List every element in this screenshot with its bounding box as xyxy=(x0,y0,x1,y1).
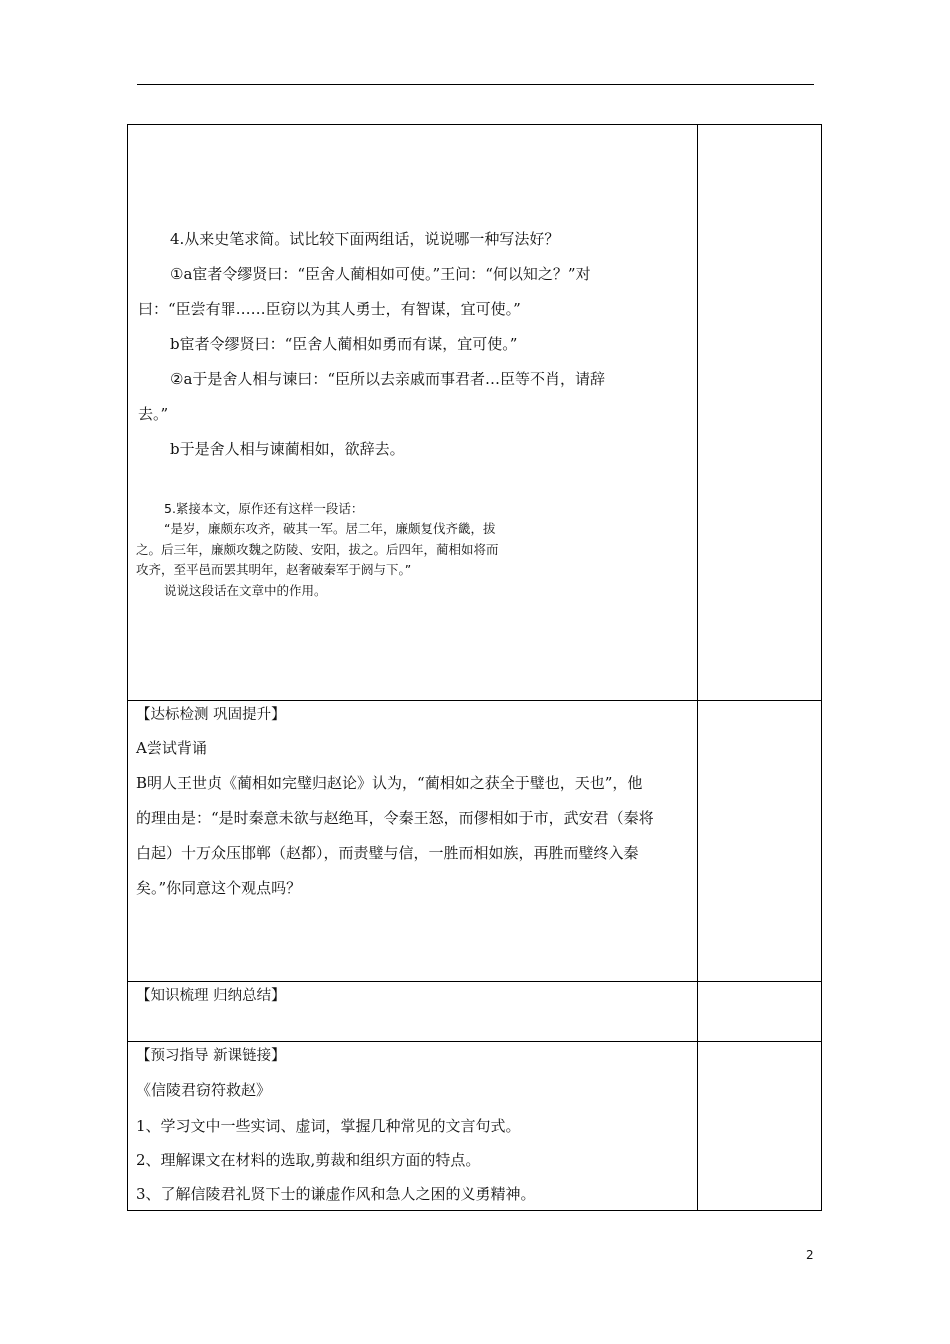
q4-option-2b: b于是舍人相与谏蔺相如，欲辞去。 xyxy=(170,440,405,458)
preview-goal-1: 1、学习文中一些实词、虚词，掌握几种常见的文言句式。 xyxy=(136,1117,521,1135)
summary-heading: 【知识梳理 归纳总结】 xyxy=(136,988,286,1004)
q5-quote-line-1: “是岁，廉颇东攻齐，破其一军。居二年，廉颇复伐齐畿，拔 xyxy=(164,521,496,536)
row-summary xyxy=(128,982,822,1042)
preview-heading: 【预习指导 新课链接】 xyxy=(136,1048,286,1064)
notes-cell-4 xyxy=(697,1042,821,1211)
q5-question: 说说这段话在文章中的作用。 xyxy=(164,583,327,598)
preview-cell xyxy=(128,1042,698,1211)
q4-option-1b: b宦者令缪贤曰：“臣舍人蔺相如勇而有谋，宜可使。” xyxy=(170,335,518,353)
q5-quote-line-3: 攻齐，至平邑而罢其明年，赵奢破秦军于阏与下。” xyxy=(136,562,412,577)
q4-option-1a-cont: 曰：“臣尝有罪……臣窃以为其人勇士，有智谋，宜可使。” xyxy=(138,300,521,318)
assessment-item-b-line-1: B明人王世贞《蔺相如完璧归赵论》认为，“蔺相如之获全于璧也，天也”，他 xyxy=(136,774,643,792)
q5-quote-line-2: 之。后三年，廉颇攻魏之防陵、安阳，拔之。后四年，蔺相如将而 xyxy=(136,542,499,557)
assessment-item-b-line-3: 白起）十万众压邯郸（赵都），而责璧与信，一胜而相如族，再胜而璧终入秦 xyxy=(136,844,639,862)
notes-cell-2 xyxy=(697,701,821,982)
summary-cell xyxy=(128,982,698,1042)
questions-cell xyxy=(128,125,698,701)
assessment-heading: 【达标检测 巩固提升】 xyxy=(136,707,286,723)
notes-cell-3 xyxy=(697,982,821,1042)
lesson-table xyxy=(127,124,822,1211)
preview-goal-3: 3、了解信陵君礼贤下士的谦虚作风和急人之困的义勇精神。 xyxy=(136,1185,536,1203)
row-questions xyxy=(128,125,822,701)
notes-cell-1 xyxy=(697,125,821,701)
header-rule xyxy=(137,84,814,85)
q4-option-1a: ①a宦者令缪贤曰：“臣舍人蔺相如可使。”王问：“何以知之？”对 xyxy=(170,265,591,283)
assessment-item-a: A尝试背诵 xyxy=(136,739,207,757)
q4-prompt: 4.从来史笔求简。试比较下面两组话，说说哪一种写法好？ xyxy=(170,230,560,248)
q4-option-2a: ②a于是舍人相与谏曰：“臣所以去亲戚而事君者…臣等不肖，请辞 xyxy=(170,370,606,388)
row-assessment xyxy=(128,701,822,982)
assessment-item-b-line-2: 的理由是：“是时秦意未欲与赵绝耳，令秦王怒，而僇相如于市，武安君（秦将 xyxy=(136,809,654,827)
preview-title: 《信陵君窃符救赵》 xyxy=(136,1081,272,1099)
assessment-item-b-line-4: 矣。”你同意这个观点吗？ xyxy=(136,879,302,897)
q4-option-2a-cont: 去。” xyxy=(138,405,169,423)
preview-goal-2: 2、理解课文在材料的选取,剪裁和组织方面的特点。 xyxy=(136,1151,481,1169)
assessment-cell xyxy=(128,701,698,982)
row-preview xyxy=(128,1042,822,1211)
page-number: 2 xyxy=(806,1248,814,1262)
q5-prompt: 5.紧接本文，原作还有这样一段话： xyxy=(164,501,364,516)
